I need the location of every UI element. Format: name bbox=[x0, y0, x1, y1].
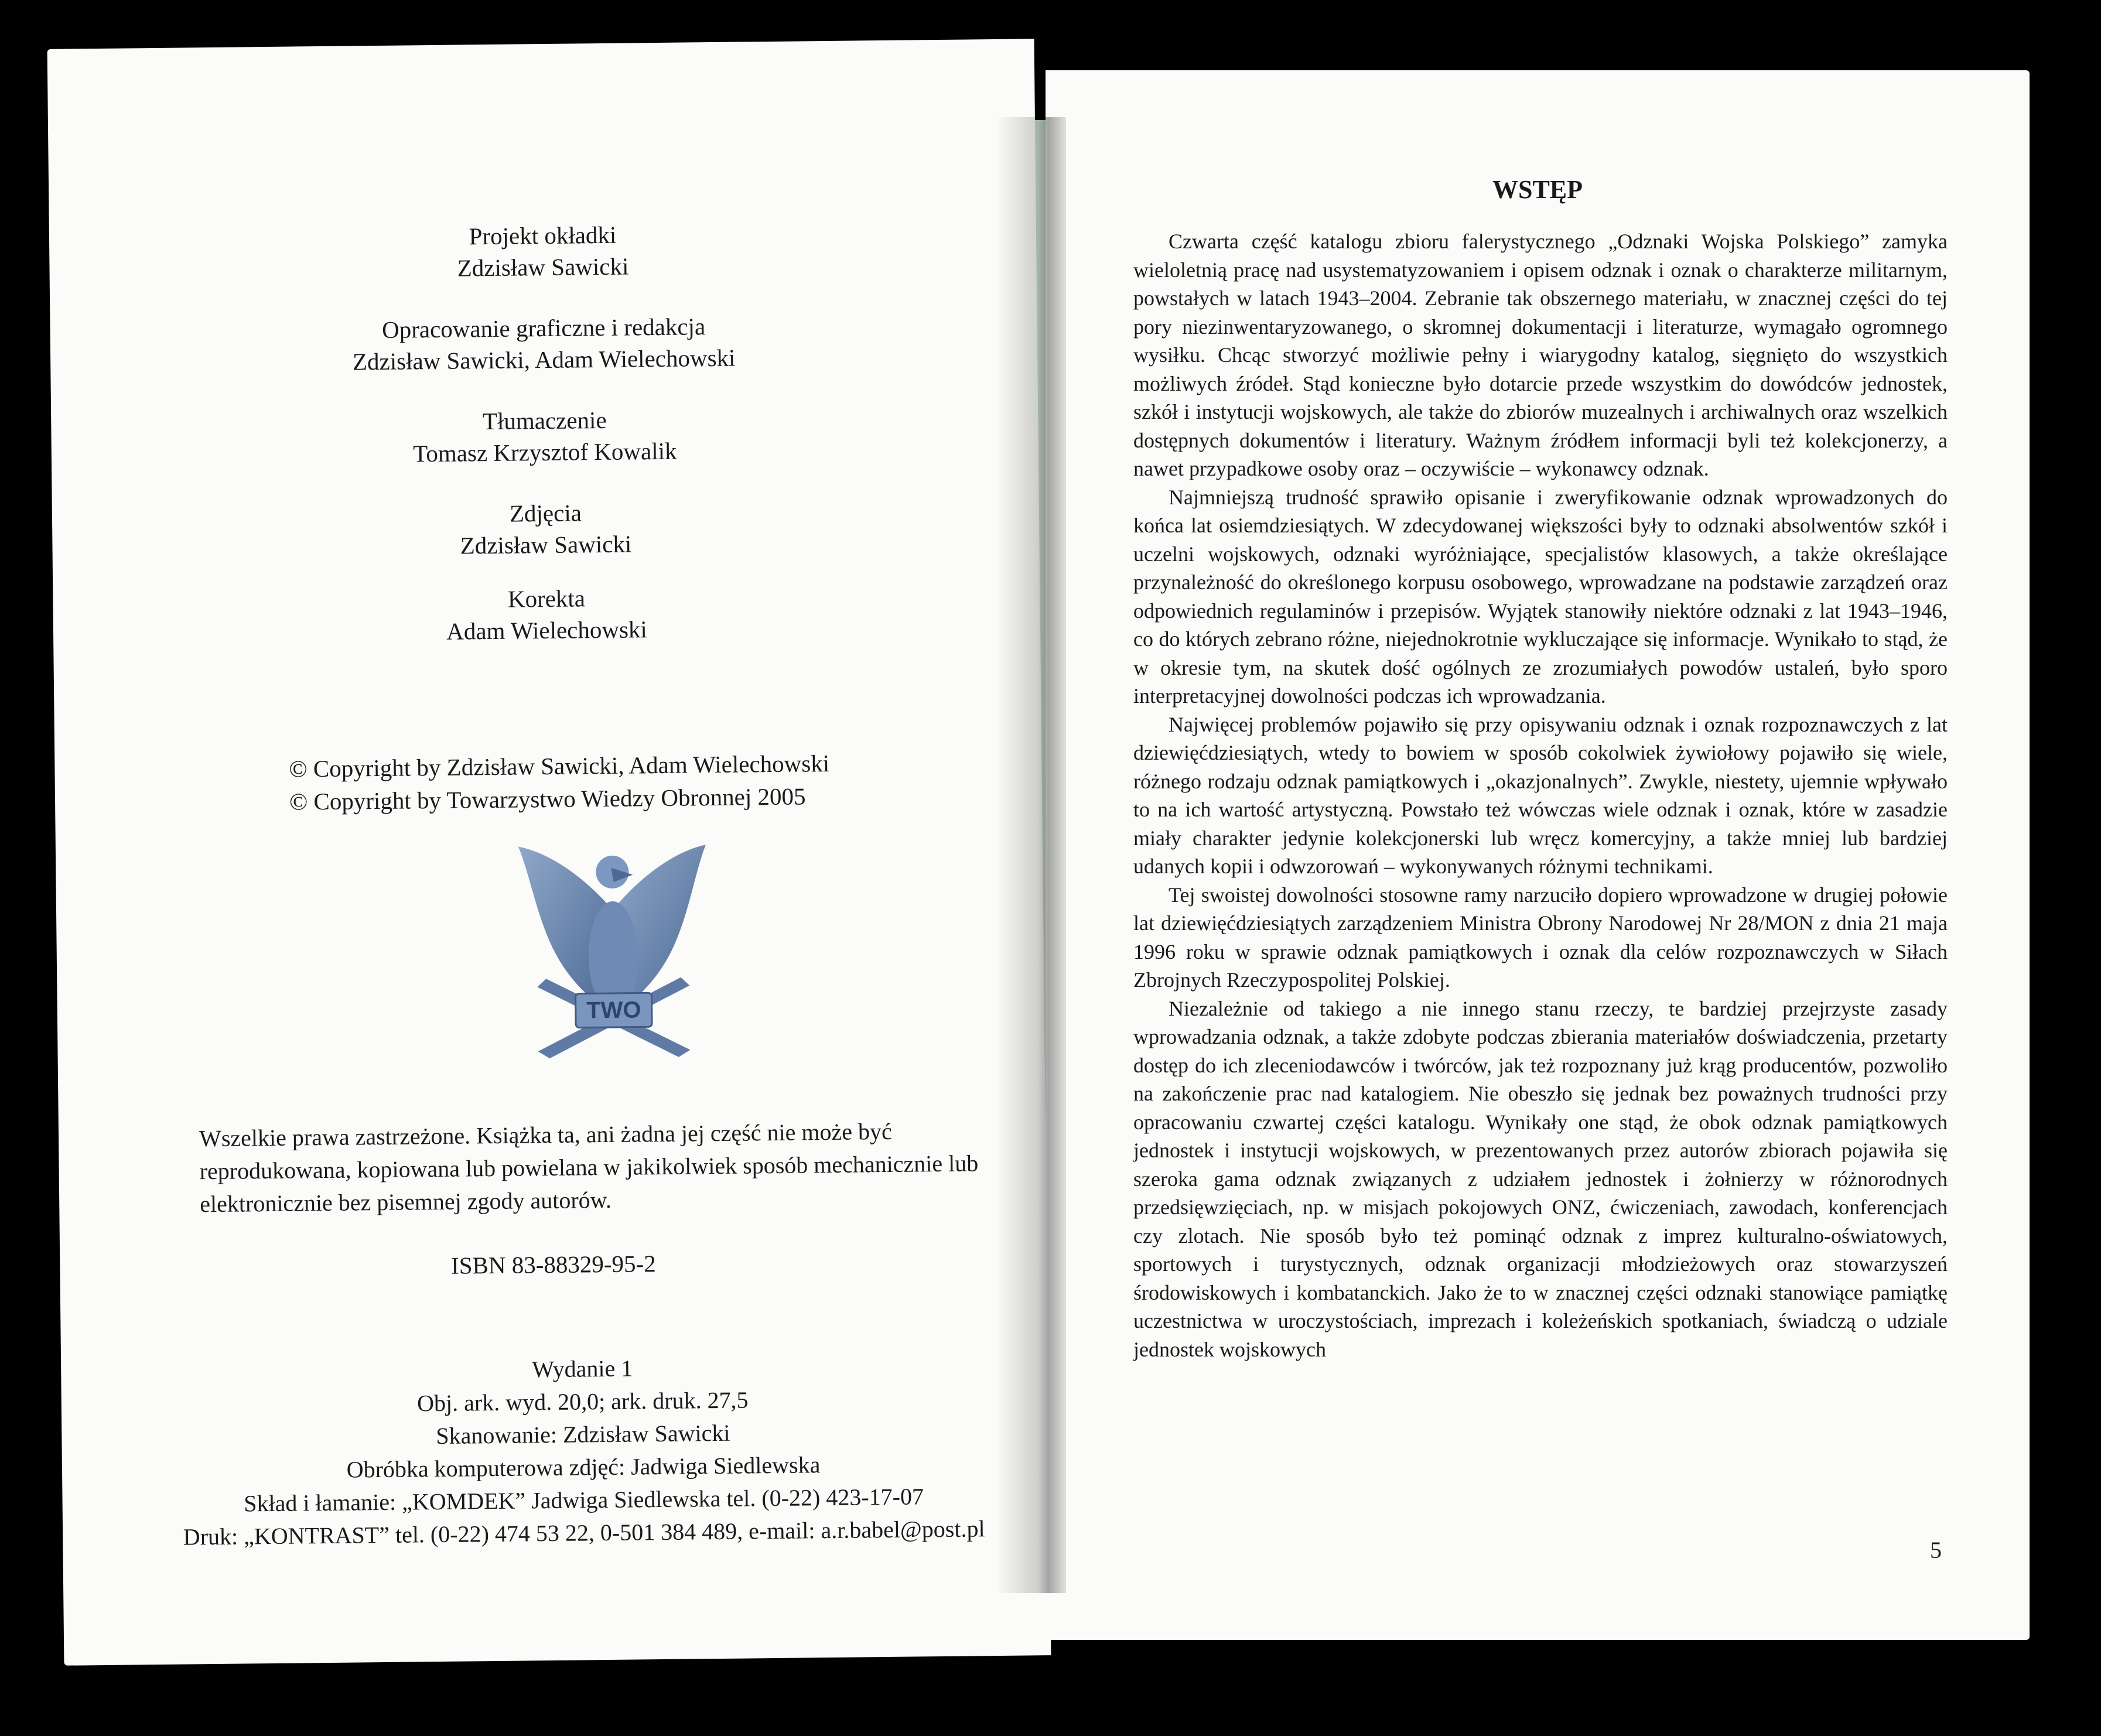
right-page bbox=[1046, 70, 2030, 1640]
credit-names: Zdzisław Sawicki bbox=[457, 252, 629, 282]
copyright-notice bbox=[289, 746, 934, 818]
copyright-line: © Copyright by Towarzystwo Wiedzy Obronnej 2005 bbox=[289, 782, 806, 815]
paragraph: Tej swoistej dowolności stosowne ramy narzuciło dopiero wprowadzone w drugiej połowie lat dziewięćdziesiątych zarządzeniem Ministra Obrony Narodowej Nr 28/MON z dnia 21 maja 1996 roku w sprawie odznak pamiątkowych i oznak dla celów rozpoznawczych w Siłach Zbrojnych Rzeczypospolitej Polskiej. bbox=[1133, 883, 1948, 992]
credit-role: Opracowanie graficzne i redakcja bbox=[381, 313, 706, 343]
paragraph: Najmniejszą trudność sprawiło opisanie i zweryfikowanie odznak wprowadzonych do końca lat osiemdziesiątych. W zdecydowanej większości były to odznaki absolwentów szkół i uczelni wojskowych, odznaki wyróżniające, specjalistów klasowych, a także określające przynależność do określonego korpusu osobowego, wprowadzane na podstawie zarządzeń oraz odpowiednich regulaminów i przepisów. Wyjątek stanowiły niektóre odznaki z lat 1943–1946, co do których zebrano różne, niejednokrotnie wykluczające się informacje. Wynikało to stąd, że w okresie tym, na skutek dość ogólnych ze zrozumiałych powodów ustaleń, było sporo interpretacyjnej dowolności podczas ich wprowadzania. bbox=[1133, 485, 1948, 708]
credit-proofreading bbox=[53, 577, 1040, 651]
colophon-line: Obróbka komputerowa zdjęć: Jadwiga Siedlewska bbox=[346, 1451, 821, 1483]
copyright-line: © Copyright by Zdzisław Sawicki, Adam Wielechowski bbox=[289, 749, 830, 782]
left-page bbox=[47, 39, 1051, 1665]
credit-translation bbox=[51, 399, 1038, 473]
credit-names: Tomasz Krzysztof Kowalik bbox=[412, 437, 677, 467]
colophon-line: Druk: „KONTRAST” tel. (0-22) 474 53 22, 0-501 384 489, e-mail: a.r.babel@post.pl bbox=[183, 1515, 985, 1550]
logo-text: TWO bbox=[586, 997, 641, 1024]
colophon-line: Wydanie 1 bbox=[532, 1355, 633, 1383]
credit-graphic-design bbox=[50, 307, 1037, 381]
isbn: ISBN 83-88329-95-2 bbox=[450, 1250, 656, 1279]
credit-cover-design bbox=[49, 214, 1037, 288]
rights-reserved-notice: Wszelkie prawa zastrzeżone. Książka ta, ani żadna jej część nie może być reprodukowana, kopiowana lub powielana w jakikolwiek sposób mechanicznie lub elektronicznie bez pisemnej zgody autorów. bbox=[199, 1118, 979, 1218]
page-number: 5 bbox=[1930, 1537, 1942, 1563]
credit-role: Projekt okładki bbox=[469, 221, 617, 250]
paragraph: Najwięcej problemów pojawiło się przy opisywaniu odznak i oznak rozpoznawczych z lat dziewięćdziesiątych, wtedy to bowiem w sposób cokolwiek żywiołowy pojawiło się wiele, różnego rodzaju odznak pamiątkowych i „okazjonalnych”. Zwykle, niestety, ujemnie wpływało to na ich wartość artystyczną. Powstało też wówczas wiele odznak i oznak, które w zasadzie miały charakter jedynie kolekcjonerski lub wręcz komercyjny, a także mniej lub bardziej udanych kopii i odwzorowań – wykonywanych różnymi technikami. bbox=[1133, 712, 1948, 878]
credits-section bbox=[49, 214, 1041, 681]
credit-names: Adam Wielechowski bbox=[446, 616, 648, 645]
credit-role: Zdjęcia bbox=[509, 499, 582, 527]
credit-names: Zdzisław Sawicki bbox=[460, 530, 632, 559]
colophon-line: Skład i łamanie: „KOMDEK” Jadwiga Siedlewska tel. (0-22) 423-17-07 bbox=[243, 1483, 924, 1517]
paragraph: Czwarta część katalogu zbioru falerystycznego „Odznaki Wojska Polskiego” zamyka wieloletnią pracę nad usystematyzowaniem i opisem odznak i oznak o charakterze militarnym, powstałych w latach 1943–2004. Zebranie tak obszernego materiału, w znacznej części do tej pory niezinwentaryzowanego, o skromnej dokumentacji i literaturze, wymagało ogromnego wysiłku. Chcąc stworzyć możliwie pełny i wiarygodny katalog, sięgnięto do wszystkich możliwych źródeł. Stąd konieczne było dotarcie przede wszystkim do dowódców jednostek, szkół i instytucji wojskowych, ale także do zbiorów muzealnych i archiwalnych oraz wszelkich dostępnych dokumentów i literatury. Ważnym źródłem informacji byli też kolekcjonerzy, a nawet przypadkowe osoby oraz – oczywiście – wykonawcy odznak. bbox=[1133, 230, 1948, 480]
colophon bbox=[143, 1348, 1023, 1554]
introduction-text bbox=[1133, 227, 1948, 1363]
book-spine-shadow bbox=[996, 117, 1066, 1593]
credit-names: Zdzisław Sawicki, Adam Wielechowski bbox=[352, 344, 736, 375]
two-eagle-logo bbox=[513, 839, 714, 1064]
chapter-heading: WSTĘP bbox=[1492, 175, 1583, 204]
credit-photos bbox=[52, 492, 1040, 566]
colophon-line: Obj. ark. wyd. 20,0; ark. druk. 27,5 bbox=[416, 1386, 749, 1417]
credit-role: Tłumaczenie bbox=[482, 406, 607, 435]
credit-role: Korekta bbox=[507, 585, 586, 613]
colophon-line: Skanowanie: Zdzisław Sawicki bbox=[436, 1419, 730, 1450]
paragraph: Niezależnie od takiego a nie innego stanu rzeczy, te bardziej przejrzyste zasady wprowadzania odznak, a także zdobyte podczas zbierania materiałów doświadczenia, przetarty dostęp do ich zleceniodawców i twórców, jak też rozpoznany już krąg producentów, pozwoliło na zakończenie prac nad katalogiem. Nie obeszło się jednak bez poważnych trudności przy opracowaniu czwartej części katalogu. Wynikały one stąd, że obok odznak pamiątkowych jednostek i instytucji wojskowych, w prezentowanych przez autorów zbiorach pojawiła się szeroka gama odznak związanych z udziałem jednostek i żołnierzy w różnorodnych przedsięwzięciach, np. w misjach pokojowych ONZ, ćwiczeniach, zawodach, konferencjach czy zlotach. Nie sposób było też pominąć odznak z imprez kulturalno-oświatowych, sportowych i turystycznych, odznak organizacji młodzieżowych oraz stowarzyszeń środowiskowych i kombatanckich. Jako że to w znacznej części odznaki stanowiące pamiątkę uczestnictwa w uroczystościach, imprezach i koleżeńskich spotkaniach, świadczą o udziale jednostek wojskowych bbox=[1133, 996, 1948, 1361]
